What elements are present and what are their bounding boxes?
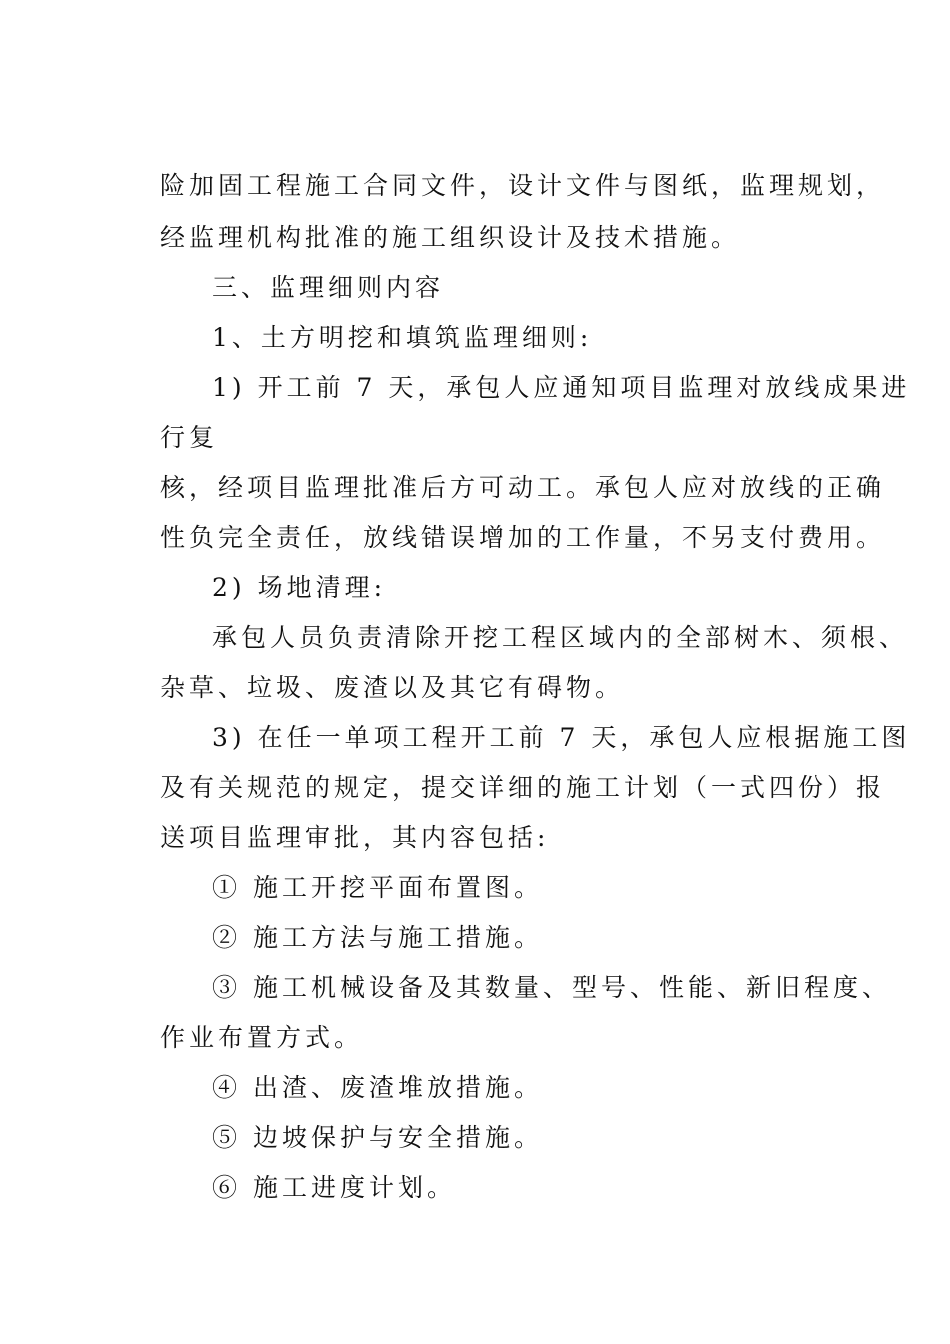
sub-item-5: ⑤ 边坡保护与安全措施。 xyxy=(212,1123,543,1152)
sub-item-4: ④ 出渣、废渣堆放措施。 xyxy=(212,1073,543,1102)
sub-item-3: ③ 施工机械设备及其数量、型号、性能、新旧程度、 xyxy=(212,973,891,1002)
body-text-line: 作业布置方式。 xyxy=(160,1023,364,1052)
body-text-line: 杂草、垃圾、废渣以及其它有碍物。 xyxy=(160,673,625,702)
list-item-1: 1) 开工前 7 天，承包人应通知项目监理对放线成果进 xyxy=(212,373,911,402)
sub-item-2: ② 施工方法与施工措施。 xyxy=(212,923,543,952)
body-text-line: 承包人员负责清除开挖工程区域内的全部树木、须根、 xyxy=(212,623,909,652)
list-item-3: 3) 在任一单项工程开工前 7 天，承包人应根据施工图 xyxy=(212,723,911,752)
body-text-line: 及有关规范的规定，提交详细的施工计划（一式四份）报 xyxy=(160,773,886,802)
sub-item-1: ① 施工开挖平面布置图。 xyxy=(212,873,543,902)
body-text-line: 送项目监理审批，其内容包括: xyxy=(160,823,550,852)
body-text-line: 险加固工程施工合同文件，设计文件与图纸，监理规划， xyxy=(160,171,886,200)
body-text-line: 核，经项目监理批准后方可动工。承包人应对放线的正确 xyxy=(160,473,886,502)
body-text-line: 经监理机构批准的施工组织设计及技术措施。 xyxy=(160,223,741,252)
body-text-line: 性负完全责任，放线错误增加的工作量，不另支付费用。 xyxy=(160,523,886,552)
list-item-2: 2) 场地清理: xyxy=(212,573,387,602)
sub-item-6: ⑥ 施工进度计划。 xyxy=(212,1173,456,1202)
body-text-line: 行复 xyxy=(160,423,219,452)
subsection-heading: 1、土方明挖和填筑监理细则: xyxy=(212,323,593,352)
section-heading: 三、监理细则内容 xyxy=(212,273,445,302)
